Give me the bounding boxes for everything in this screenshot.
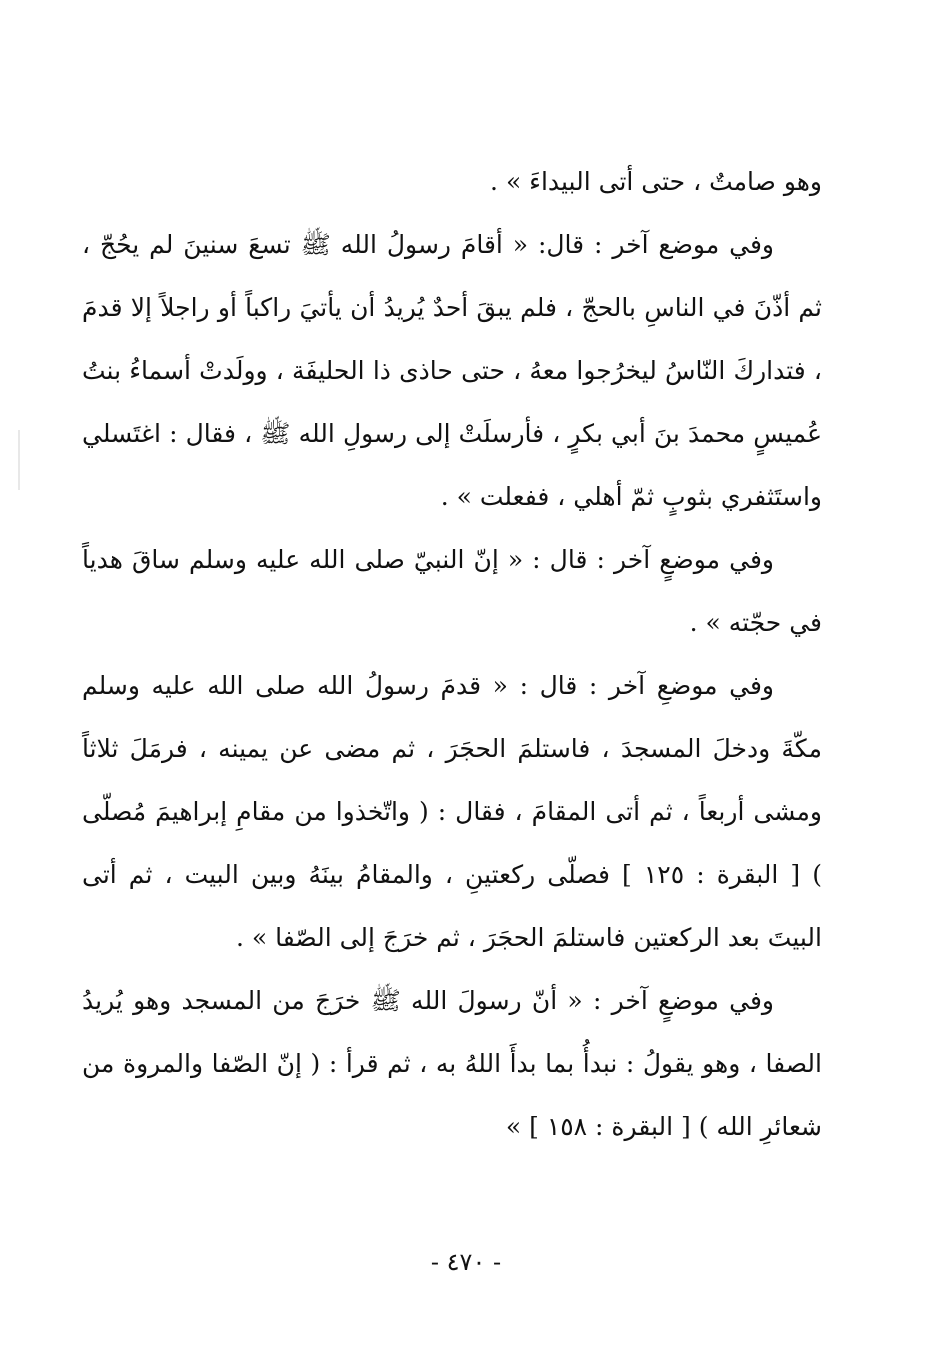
scan-edge-mark: [18, 430, 20, 490]
paragraph-hadith-2: وفي موضعٍ آخر : قال : « إنّ النبيّ صلى الله عليه وسلم ساقَ هدياً في حجّته » .: [82, 545, 822, 637]
paragraph-continuation: وهو صامتٌ ، حتى أتى البيداءَ » .: [490, 167, 822, 196]
page-number: - ٤٧٠ -: [430, 1248, 502, 1276]
paragraph-hadith-1: وفي موضع آخر : قال: « أقامَ رسولُ الله ﷺ تسعَ سنينَ لم يحُجّ ، ثم أذّنَ في الناسِ بالحجّ ، فلم يبقَ أحدٌ يُريدُ أن يأتيَ راكباً أو راجلاً إلا قدمَ ، فتداركَ النّاسُ ليخرُجوا معهُ ، حتى حاذى ذا الحليفَة ، وولَدتْ أسماءُ بنتُ عُميسٍ محمدَ بنَ أبي بكرٍ ، فأرسلَتْ إلى رسولِ الله ﷺ ، فقال : اغتَسلي واستَثفري بثوبٍ ثمّ أهلي ، ففعلت » .: [82, 230, 822, 511]
paragraph-hadith-4: وفي موضعٍ آخر : « أنّ رسولَ الله ﷺ خرَجَ من المسجد وهو يُريدُ الصفا ، وهو يقولُ : نبدأُ بما بدأَ اللهُ به ، ثم قرأ : ( إنّ الصّفا والمروة من شعائرِ الله ) [ البقرة : ١٥٨ ] »: [82, 986, 822, 1141]
page-text-body: [82, 150, 822, 1158]
paragraph-hadith-3: وفي موضعِ آخر : قال : « قدمَ رسولُ الله صلى الله عليه وسلم مكّةَ ودخلَ المسجدَ ، فاستلمَ الحجَرَ ، ثم مضى عن يمينه ، فرمَلَ ثلاثاً ومشى أربعاً ، ثم أتى المقامَ ، فقال : ( واتّخذوا من مقامِ إبراهيمَ مُصلّى ) [ البقرة : ١٢٥ ] فصلّى ركعتينِ ، والمقامُ بينَهُ وبين البيت ، ثم أتى البيتَ بعد الركعتين فاستلمَ الحجَرَ ، ثم خرَجَ إلى الصّفا » .: [82, 671, 822, 952]
